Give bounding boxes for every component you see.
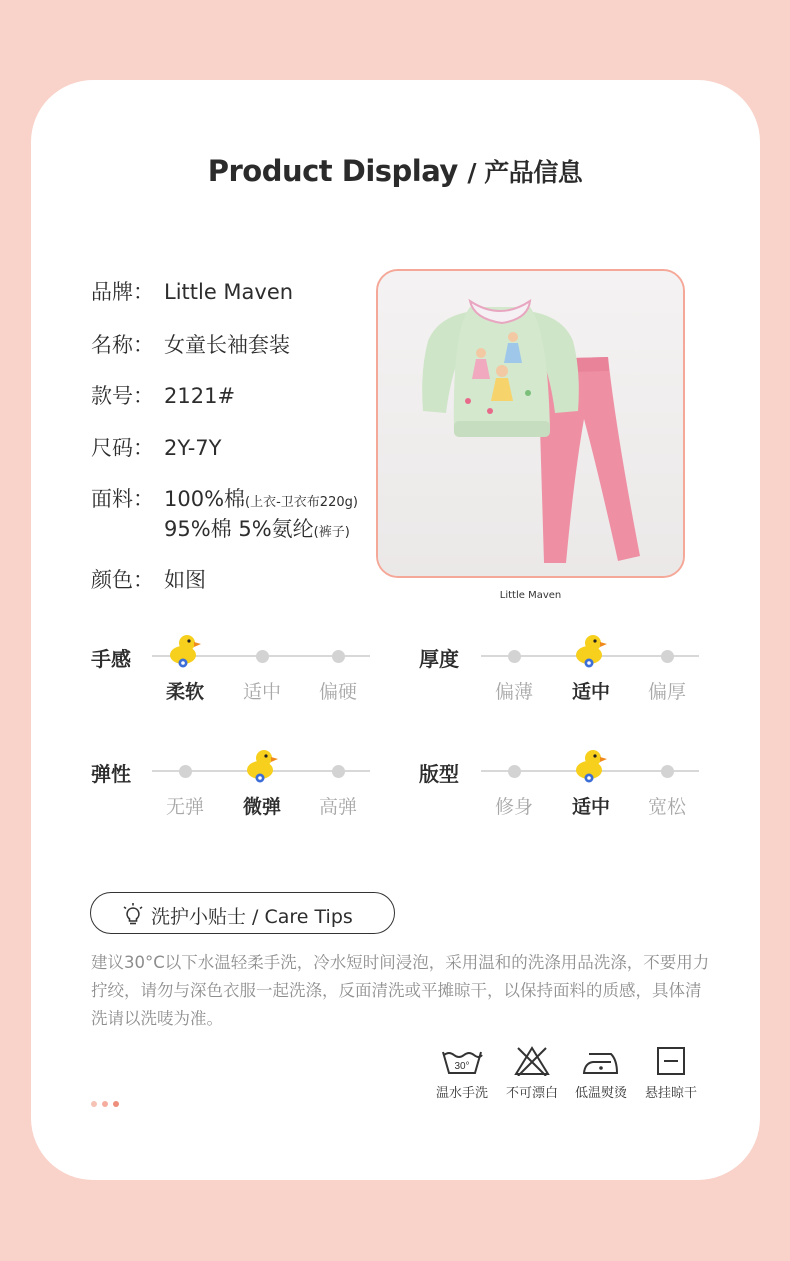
scale-dot <box>661 765 674 778</box>
duck-marker-icon <box>245 747 279 783</box>
scale-name: 厚度 <box>419 647 459 671</box>
duck-marker-icon <box>574 747 608 783</box>
scale-option: 修身 <box>494 796 533 818</box>
scale-name: 手感 <box>91 647 131 671</box>
spec-fabric: 面料： 100%棉(上衣-卫衣布220g) <box>91 487 358 511</box>
scale-option: 偏厚 <box>647 681 686 703</box>
page-indicator <box>91 1092 124 1111</box>
care-line-dry: 悬挂晾干 <box>636 1046 706 1101</box>
spec-size: 尺码： 2Y-7Y <box>91 436 222 460</box>
product-image <box>376 269 685 578</box>
spec-brand: 品牌： Little Maven <box>91 280 294 304</box>
scale-option: 高弹 <box>318 796 357 818</box>
page-dot <box>113 1101 119 1107</box>
scale-option: 偏硬 <box>318 681 357 703</box>
care-low-iron: 低温熨烫 <box>566 1046 636 1101</box>
scale-dot <box>661 650 674 663</box>
spec-style-no: 款号： 2121# <box>91 384 236 408</box>
spec-name: 名称： 女童长袖套装 <box>91 333 290 357</box>
line-dry-icon <box>656 1046 686 1076</box>
scale-option: 适中 <box>571 796 610 818</box>
scale-dot <box>256 650 269 663</box>
page-dot <box>102 1101 108 1107</box>
scale-dot <box>179 765 192 778</box>
duck-marker-icon <box>574 632 608 668</box>
low-iron-icon <box>581 1046 621 1076</box>
page-dot <box>91 1101 97 1107</box>
no-bleach-icon <box>514 1046 550 1076</box>
scale-dot <box>508 650 521 663</box>
care-tips-label: 洗护小贴士 / Care Tips <box>151 906 353 928</box>
spec-color: 颜色： 如图 <box>91 568 206 592</box>
scale-option: 宽松 <box>647 796 686 818</box>
care-instructions: 建议30°C以下水温轻柔手洗，冷水短时间浸泡，采用温和的洗涤用品洗涤，不要用力拧绞，请勿与深色衣服一起洗涤，反面清洗或平摊晾干，以保持面料的质感，具体清洗请以洗唛为准。 <box>91 953 710 1028</box>
product-image-caption: Little Maven <box>499 590 562 601</box>
scale-option: 偏薄 <box>494 681 533 703</box>
scale-option: 适中 <box>242 681 281 703</box>
care-tips-pill <box>90 892 395 934</box>
scale-option: 无弹 <box>165 796 204 818</box>
scale-option: 微弹 <box>242 796 281 818</box>
page-title-zh: / 产品信息 <box>467 158 583 187</box>
page-title-en: Product Display <box>207 154 458 188</box>
scale-dot <box>332 765 345 778</box>
page-title <box>0 153 790 189</box>
scale-dot <box>508 765 521 778</box>
scale-name: 弹性 <box>91 762 131 786</box>
svg-text:30°: 30° <box>454 1061 470 1072</box>
scale-option: 柔软 <box>165 681 204 703</box>
scale-option: 适中 <box>571 681 610 703</box>
scale-dot <box>332 650 345 663</box>
hand-wash-30-icon <box>441 1046 483 1076</box>
duck-marker-icon <box>168 632 202 668</box>
lightbulb-icon <box>121 902 145 930</box>
care-hand-wash: 30° 温水手洗 <box>427 1046 497 1101</box>
spec-fabric-line2: 95%棉 5%氨纶(裤子) <box>164 517 350 541</box>
product-illustration <box>378 271 683 576</box>
scale-name: 版型 <box>419 762 459 786</box>
care-no-bleach: 不可漂白 <box>497 1046 567 1101</box>
